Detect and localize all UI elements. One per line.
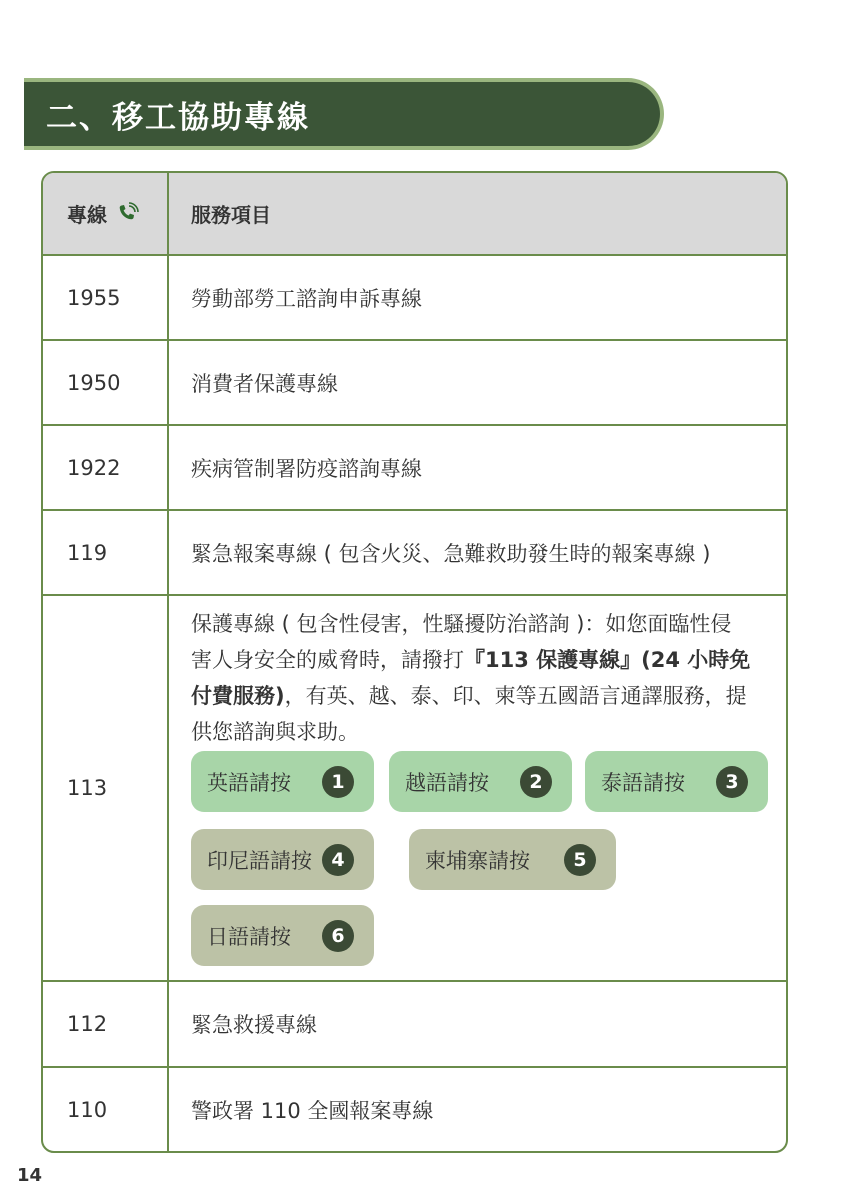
key-1-badge: 1 (322, 766, 354, 798)
hotline-number: 1922 (43, 426, 169, 509)
description-text-end: ，有英、越、泰、印、柬等五國語言通譯服務，提供您諮詢與求助。 (191, 684, 747, 744)
service-cell-113 (169, 596, 786, 980)
key-2-badge: 2 (520, 766, 552, 798)
key-5-badge: 5 (564, 844, 596, 876)
service-description: 緊急報案專線 ( 包含火災、急難救助發生時的報案專線 ) (191, 541, 711, 566)
service-description: 警政署 110 全國報案專線 (191, 1098, 434, 1123)
section-banner-inner (24, 82, 660, 146)
button-label: 柬埔寨請按 (425, 848, 530, 873)
japanese-language-button[interactable] (191, 905, 374, 966)
header-cell-service (169, 173, 786, 254)
indonesian-language-button[interactable] (191, 829, 374, 890)
section-banner (24, 78, 664, 150)
description-text: 保護專線 ( 包含性侵害，性騷擾防治諮詢 )：如您面臨性侵害人身安全的威脅時，請撥打 (191, 612, 732, 672)
hotline-table (41, 171, 788, 1153)
service-description: 勞動部勞工諮詢申訴專線 (191, 286, 422, 311)
key-6-badge: 6 (322, 920, 354, 952)
table-row (43, 1068, 786, 1151)
table-row (43, 256, 786, 341)
button-label: 英語請按 (207, 770, 291, 795)
description-bold-text: 『113 保護專線』(24 小時免付費服務) (191, 648, 751, 708)
table-row (43, 982, 786, 1068)
hotline-number: 110 (43, 1068, 169, 1151)
table-row-113 (43, 596, 786, 982)
service-description: 消費者保護專線 (191, 371, 338, 396)
header-service-label: 服務項目 (191, 203, 271, 227)
thai-language-button[interactable] (585, 751, 768, 812)
table-row (43, 511, 786, 596)
phone-icon (115, 202, 139, 226)
hotline-number: 113 (43, 596, 169, 980)
button-label: 泰語請按 (601, 770, 685, 795)
section-title: 二、移工協助專線 (46, 99, 310, 136)
button-label: 印尼語請按 (207, 848, 312, 873)
service-description: 緊急救援專線 (191, 1013, 317, 1037)
service-description: 疾病管制署防疫諮詢專線 (191, 456, 422, 481)
page-number: 14 (17, 1165, 43, 1186)
hotline-number: 1950 (43, 341, 169, 424)
table-row (43, 341, 786, 426)
table-header-row (43, 173, 786, 256)
cambodian-language-button[interactable] (409, 829, 616, 890)
hotline-number: 112 (43, 982, 169, 1066)
hotline-number: 1955 (43, 256, 169, 339)
button-label: 越語請按 (405, 770, 489, 795)
header-hotline-label: 專線 (67, 203, 107, 227)
button-label: 日語請按 (207, 924, 291, 949)
hotline-number: 119 (43, 511, 169, 594)
header-cell-hotline (43, 173, 169, 254)
table-row (43, 426, 786, 511)
vietnamese-language-button[interactable] (389, 751, 572, 812)
key-3-badge: 3 (716, 766, 748, 798)
protection-hotline-description (191, 606, 751, 750)
key-4-badge: 4 (322, 844, 354, 876)
english-language-button[interactable] (191, 751, 374, 812)
